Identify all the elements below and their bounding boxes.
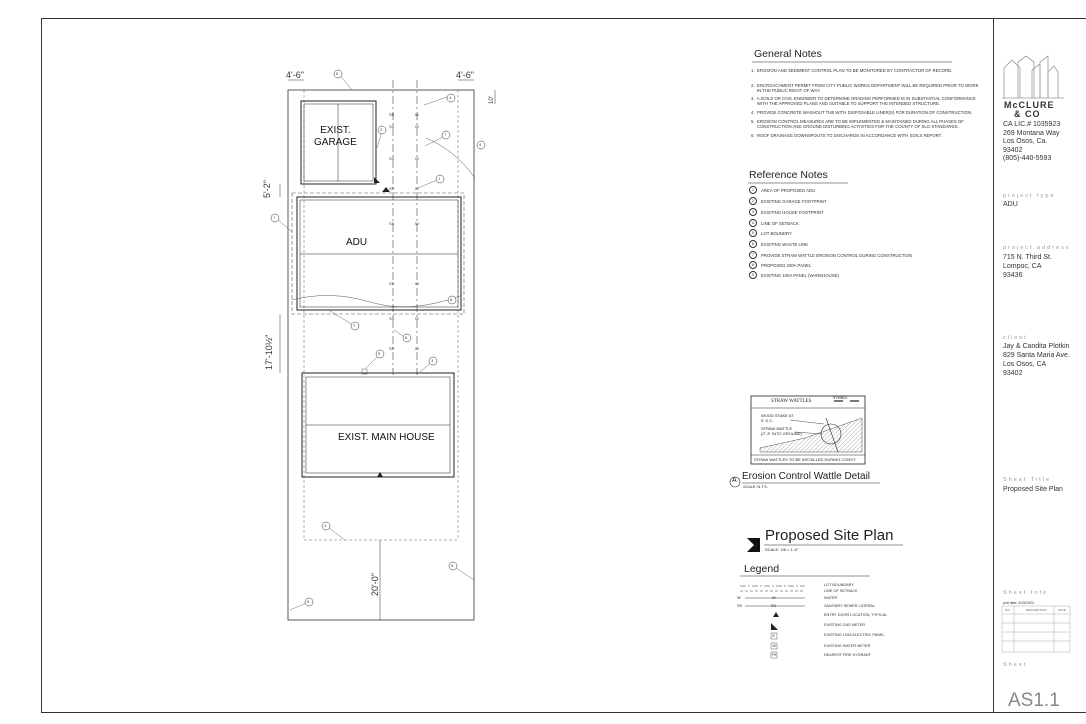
garage-door-marker <box>374 177 380 183</box>
revision-table <box>1002 606 1070 652</box>
legend-sewer-symbol: SS <box>737 604 743 608</box>
legend-gas-meter: EXISTING GAS METER <box>824 623 866 627</box>
callout-5-right: 5 <box>451 563 454 568</box>
callout-5-top: 5 <box>336 71 339 76</box>
company-address-2: Los Osos, Ca. <box>1003 138 1048 145</box>
rev-desc-header: DESCRIPTION <box>1026 608 1047 612</box>
svg-text:SS: SS <box>389 221 395 226</box>
reference-note-4 <box>749 219 799 227</box>
svg-text:W: W <box>415 221 419 226</box>
reference-note-1 <box>749 186 815 194</box>
legend-panel-symbol: E <box>772 634 775 638</box>
svg-text:SS: SS <box>389 316 395 321</box>
legend-setback: LINE OF SETBACK <box>824 589 858 593</box>
svg-text:W: W <box>415 156 419 161</box>
legend-lot-boundary: LOT BOUNDARY <box>824 583 854 587</box>
dim-right-top: 4'-6" <box>456 70 474 80</box>
dim-left-lower: 17'-10½" <box>264 334 274 370</box>
general-note-3: 3. A SOILS OR CIVIL ENGINEER TO DETERMINE GRADING PERFORMED IS IN SUBSTANTIAL CONFORMANCE WITH THE APPROVED PLANS AND SUITABLE TO SUPPORT THE INTENDED STRUCTURE. <box>751 96 976 106</box>
legend-entry-door: ENTRY DOOR LOCATION, TYPICAL <box>824 613 888 617</box>
wattle-header: STRAW WATTLES <box>771 399 812 404</box>
garage-label <box>314 125 357 149</box>
company-address-3: 93402 <box>1003 147 1023 154</box>
sheet-info-label: Sheet Info <box>1003 590 1049 596</box>
svg-text:SS: SS <box>389 346 395 351</box>
north-arrow <box>747 538 760 552</box>
callout-2: 2 <box>380 127 383 132</box>
svg-text:SS: SS <box>389 156 395 161</box>
wattle-wattle-label: STRAW WATTLE (2"-3" INTO GROUND) <box>761 426 802 436</box>
sheet-title-label: Sheet Title <box>1003 477 1051 483</box>
ref-num: 6 <box>749 240 757 248</box>
callout-5-bottom: 5 <box>307 599 310 604</box>
company-name-2: & CO <box>1014 109 1041 119</box>
adu-label: ADU <box>346 237 368 248</box>
company-address-1: 269 Montana Way <box>1003 130 1060 137</box>
ref-text: LINE OF SETBACK <box>761 220 799 226</box>
wattle-symbol-label: SYMBOL <box>833 396 848 400</box>
ref-text: EXISTING HOUSE FOOTPRINT <box>761 209 824 215</box>
water-label: W <box>415 112 419 117</box>
svg-text:W: W <box>415 186 419 191</box>
company-phone: (805)-440-5593 <box>1003 155 1052 162</box>
company-logo-graphic <box>1002 56 1064 98</box>
svg-text:W: W <box>415 281 419 286</box>
reference-note-7 <box>749 251 912 259</box>
sewer-label: SS <box>389 112 395 117</box>
sheet-title: Proposed Site Plan <box>1003 486 1063 493</box>
dim-bottom: 20'-0" <box>370 573 380 596</box>
callout-3: 3 <box>431 358 434 363</box>
callout-4-bottom: 4 <box>324 523 327 528</box>
client-label: client <box>1003 335 1028 341</box>
callout-8: 8 <box>450 297 453 302</box>
wattle-stake-label: WOOD STAKE AT 5' O.C. <box>761 413 794 423</box>
general-note-1: 1. EROSION AND SEDIMENT CONTROL PLAN TO BE MONITORED BY CONTRACTOR OF RECORD. <box>751 68 953 73</box>
svg-text:SS: SS <box>389 124 395 129</box>
ref-text: LOT BOUNDRY <box>761 230 792 236</box>
ref-text: EXISTING 100A PANEL (WAREHOUSE) <box>761 272 839 278</box>
project-address-1: 715 N. Third St. <box>1003 254 1052 261</box>
general-note-6: 6. ROOF DRAINAGE DOWNSPOUTS TO DISCHARGE IN ACCORDANCE WITH SOILS REPORT. <box>751 133 942 138</box>
callout-1: 1 <box>438 176 441 181</box>
svg-text:SS: SS <box>389 186 395 191</box>
callout-7-left: 7 <box>273 215 276 220</box>
reference-note-5 <box>749 229 792 237</box>
svg-text:W: W <box>415 124 419 129</box>
garage-label-line1: EXIST. <box>320 125 351 136</box>
wattle-footer: STRAW WATTLES TO BE INSTALLED DURING CONST. <box>754 457 857 462</box>
ref-num: 8 <box>749 261 757 269</box>
garage-label-line2: GARAGE <box>314 137 357 148</box>
ref-num: 4 <box>749 219 757 227</box>
dim-left-mid: 5'-2" <box>262 180 272 198</box>
reference-notes-title: Reference Notes <box>749 169 828 181</box>
project-type-label: project type <box>1003 193 1056 199</box>
callout-6: 6 <box>405 335 408 340</box>
wattle-detail-title: Erosion Control Wattle Detail <box>742 471 871 482</box>
legend-electric-panel: EXISTING 100A ELECTRIC PANEL <box>824 633 885 637</box>
legend-fire-hydrant: NEAREST FIRE HYDRANT <box>824 653 871 657</box>
company-name: McCLURE <box>1004 100 1055 110</box>
client-address-3: 93402 <box>1003 370 1023 377</box>
reference-note-6 <box>749 240 808 248</box>
ref-text: PROPOSED 200A PANEL <box>761 262 812 268</box>
ref-text: PROVIDE STRAW WATTLE EROSION CONTROL DURING CONSTRUCTION <box>761 252 913 258</box>
project-address-3: 93436 <box>1003 272 1023 279</box>
client-address-2: Los Osos, CA <box>1003 361 1047 368</box>
general-note-5: 5. EROSION CONTROL MEASURES ARE TO BE IMPLEMENTED & MAINTAINED DURING ALL PHASES OF CONSTRUCTION AND GROUND DISTURBING ACTIVITIES FOR THE COUNTY OF SLO STANDARDS. <box>751 119 964 129</box>
callout-9: 9 <box>378 351 381 356</box>
svg-text:W: W <box>415 346 419 351</box>
callout-4-right: 4 <box>479 142 482 147</box>
callout-7-bottom: 7 <box>353 323 356 328</box>
rev-date-header: DATE <box>1058 608 1066 612</box>
sheet-label: Sheet <box>1003 662 1028 668</box>
client-name: Jay & Candita Plotkin <box>1003 343 1070 350</box>
detail-letter: A <box>732 477 737 484</box>
legend-hydrant-symbol: FH <box>772 653 777 657</box>
general-note-2: 2. ENCROACHMENT PERMIT FROM CITY PUBLIC WORKS DEPARTMENT WILL BE REQUIRED PRIOR TO WORK IN THE PUBLIC RIGHT OF WAY. <box>751 83 979 93</box>
adu-outline <box>297 197 461 310</box>
wattle-curve <box>292 295 460 306</box>
site-plan-scale: SCALE: 1/8 = 1'-0" <box>765 547 799 552</box>
ref-text: EXISTING WASTE LINE <box>761 241 809 247</box>
reference-note-2 <box>749 197 827 205</box>
general-notes-title: General Notes <box>754 48 822 60</box>
legend-title: Legend <box>744 563 780 575</box>
ref-num: 5 <box>749 229 757 237</box>
client-address-1: 829 Santa Maria Ave. <box>1003 352 1070 359</box>
callout-4-top: 4 <box>449 95 452 100</box>
company-license: CA LIC.# 1035923 <box>1003 121 1061 128</box>
dim-right-small: 10' <box>489 96 495 104</box>
legend-sewer-symbol-mid: SS <box>771 604 777 608</box>
sheet-number: AS1.1 <box>1008 690 1060 711</box>
svg-text:W: W <box>415 316 419 321</box>
ref-num: 3 <box>749 208 757 216</box>
sheet-info-date: plot date: 4/15/2024 <box>1003 601 1034 605</box>
project-address-2: Lompoc, CA <box>1003 263 1042 270</box>
ref-num: 2 <box>749 197 757 205</box>
legend-sewer: SANITARY SEWER LATERAL <box>824 604 876 608</box>
project-type: ADU <box>1003 201 1018 208</box>
svg-text:SS: SS <box>389 281 395 286</box>
ref-num: 1 <box>749 186 757 194</box>
rev-no-header: NO. <box>1005 608 1011 612</box>
legend-water-symbol-mid: W <box>772 596 776 600</box>
ref-text: AREA OF PROPOSED ADU <box>761 187 816 193</box>
ref-num: 9 <box>749 271 757 279</box>
ref-num: 7 <box>749 251 757 259</box>
wattle-detail-scale: SCALE: N.T.S. <box>743 485 768 489</box>
reference-note-3 <box>749 208 824 216</box>
legend-water-meter-symbol: W <box>772 644 776 648</box>
legend-water: WATER <box>824 596 838 600</box>
site-plan-title: Proposed Site Plan <box>765 527 894 544</box>
legend-water-meter: EXISTING WATER METER <box>824 644 871 648</box>
ref-text: EXISTING GARAGE FOOTPRINT <box>761 198 827 204</box>
project-address-label: project address <box>1003 245 1071 251</box>
legend-water-symbol: W <box>737 596 741 600</box>
dim-left-top: 4'-6" <box>286 70 304 80</box>
reference-note-9 <box>749 271 839 279</box>
callout-7-top: 7 <box>444 132 447 137</box>
reference-note-8 <box>749 261 811 269</box>
general-note-4: 4. PROVIDE CONCRETE WASHOUT TUB WITH DISPOSABLE LINER(S) FOR DURATION OF CONSTRUCTION. <box>751 110 973 115</box>
house-label: EXIST. MAIN HOUSE <box>338 432 435 443</box>
